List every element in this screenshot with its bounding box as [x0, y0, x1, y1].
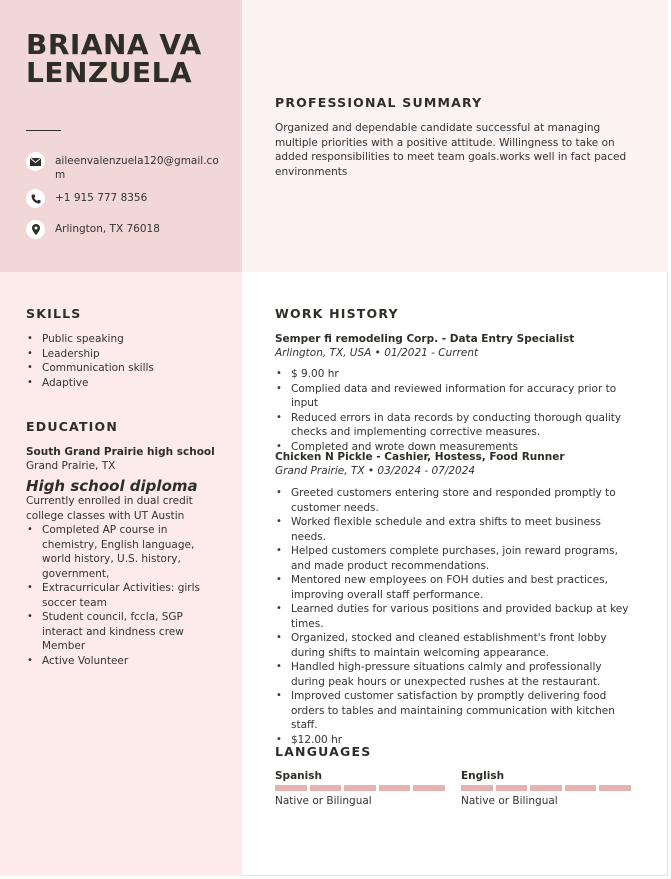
languages-heading: LANGUAGES: [275, 744, 372, 759]
work-heading: WORK HISTORY: [275, 306, 399, 321]
list-item: • Improved customer satisfaction by promptly delivering food orders to tables and maintaining communication with kitchen staff.: [275, 689, 635, 733]
contact-address: [26, 220, 222, 239]
education-note: Currently enrolled in dual credit college classes with UT Austin: [26, 495, 193, 522]
proficiency-segment: [496, 785, 528, 791]
job-1-title: Semper fi remodeling Corp. - Data Entry Specialist: [275, 333, 575, 345]
language-english: [461, 770, 633, 807]
list-item: • Helped customers complete purchases, join reward programs, and made product recommendations.: [275, 544, 635, 573]
skills-list: [26, 332, 226, 390]
envelope-icon: [26, 152, 45, 171]
job-2-meta: Grand Prairie, TX • 03/2024 - 07/2024: [275, 465, 476, 477]
email-text: aileenvalenzuela120@gmail.com: [55, 155, 219, 181]
proficiency-segment: [530, 785, 562, 791]
phone-text: +1 915 777 8356: [55, 192, 148, 204]
job-2-title: Chicken N Pickle - Cashier, Hostess, Food Runner: [275, 451, 565, 463]
address-text: Arlington, TX 76018: [55, 223, 160, 235]
education-school: South Grand Prairie high school: [26, 446, 215, 458]
education-degree: High school diploma: [26, 477, 198, 495]
job-2-bullets: [275, 486, 635, 747]
summary-text: Organized and dependable candidate successful at managing multiple priorities with a positive attitude. Willingness to take on added responsibilities to meet team goals.works well in fact paced environments: [275, 122, 627, 178]
skills-heading: SKILLS: [26, 306, 82, 321]
language-spanish: [275, 770, 447, 807]
list-item: • $ 9.00 hr: [275, 367, 640, 382]
contact-phone: [26, 189, 222, 208]
proficiency-segment: [599, 785, 631, 791]
summary-heading: PROFESSIONAL SUMMARY: [275, 95, 483, 110]
list-item: • Handled high-pressure situations calmly and professionally during peak hours or unexpected rushes at the restaurant.: [275, 660, 635, 689]
language-level: Native or Bilingual: [461, 795, 558, 807]
list-item: • Greeted customers entering store and responded promptly to customer needs.: [275, 486, 635, 515]
list-item: • Public speaking: [26, 332, 226, 347]
job-1-meta: Arlington, TX, USA • 01/2021 - Current: [275, 347, 479, 359]
language-level: Native or Bilingual: [275, 795, 372, 807]
location-pin-icon: [26, 220, 45, 239]
contact-email: [26, 152, 222, 182]
candidate-name: BRIANA VALENZUELA: [26, 28, 202, 89]
list-item: • Worked flexible schedule and extra shifts to meet business needs.: [275, 515, 635, 544]
education-location: Grand Prairie, TX: [26, 460, 116, 472]
language-name: Spanish: [275, 770, 322, 782]
list-item: • Complied data and reviewed information for accuracy prior to input: [275, 382, 640, 411]
list-item: • Learned duties for various positions and provided backup at key times.: [275, 602, 635, 631]
list-item: • Active Volunteer: [26, 654, 204, 669]
phone-icon: [26, 189, 45, 208]
list-item: • Leadership: [26, 347, 226, 362]
job-1-bullets: [275, 367, 640, 454]
proficiency-segment: [565, 785, 597, 791]
list-item: • Mentored new employees on FOH duties and best practices, improving overall staff performance.: [275, 573, 635, 602]
list-item: • Completed and wrote down measurements: [275, 440, 640, 455]
education-list: [26, 523, 204, 668]
proficiency-segment: [413, 785, 445, 791]
proficiency-bar: [275, 785, 447, 791]
list-item: • Completed AP course in chemistry, English language, world history, U.S. history, government,: [26, 523, 204, 581]
list-item: • Reduced errors in data records by conducting thorough quality checks and implementing corrective measures.: [275, 411, 640, 440]
proficiency-segment: [310, 785, 342, 791]
education-heading: EDUCATION: [26, 419, 119, 434]
list-item: • Adaptive: [26, 376, 226, 391]
list-item: • Organized, stocked and cleaned establishment's front lobby during shifts to maintain welcoming appearance.: [275, 631, 635, 660]
name-divider: [26, 130, 61, 131]
list-item: • Communication skills: [26, 361, 226, 376]
list-item: • Extracurricular Activities: girls soccer team: [26, 581, 204, 610]
list-item: • Student council, fccla, SGP interact and kindness crew Member: [26, 610, 204, 654]
language-name: English: [461, 770, 505, 782]
header-panel: [0, 0, 242, 272]
proficiency-segment: [344, 785, 376, 791]
proficiency-segment: [379, 785, 411, 791]
list-item: • $12.00 hr: [275, 733, 635, 748]
proficiency-bar: [461, 785, 633, 791]
proficiency-segment: [275, 785, 307, 791]
proficiency-segment: [461, 785, 493, 791]
